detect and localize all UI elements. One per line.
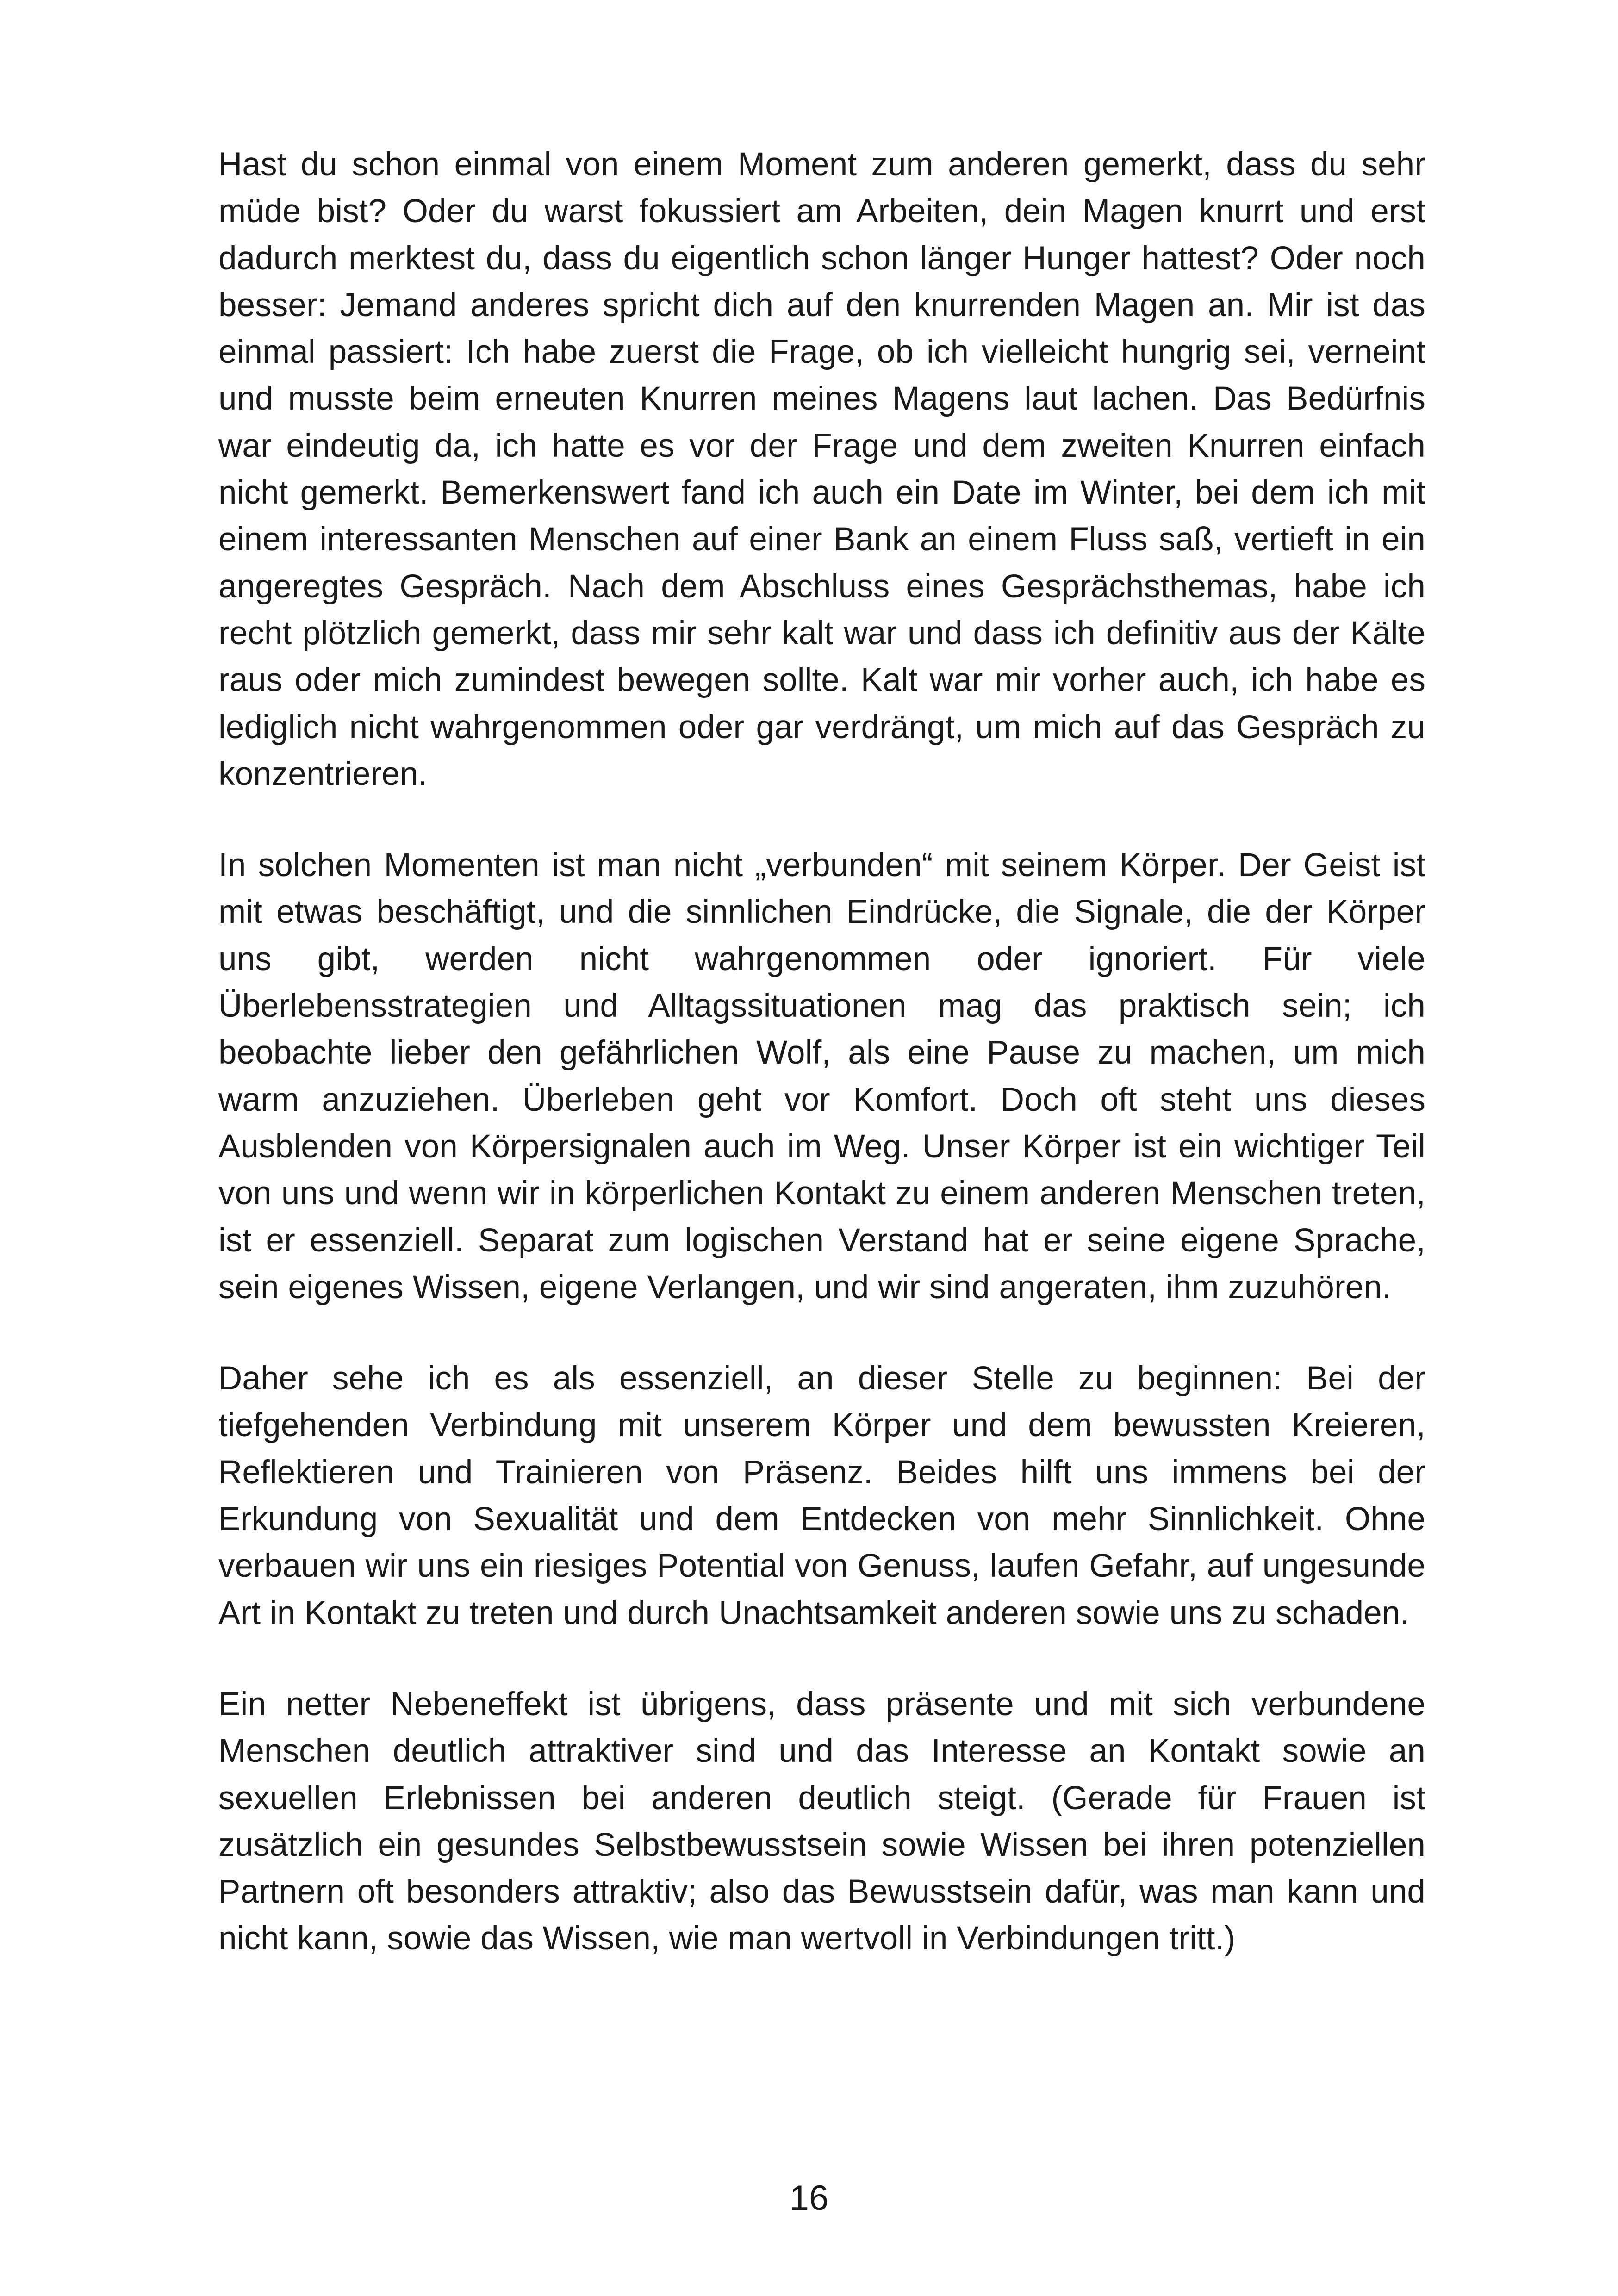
body-text [218, 141, 1425, 2007]
paragraph-1: Hast du schon einmal von einem Moment zum anderen gemerkt, dass du sehr müde bist? Oder du warst fokussiert am Arbeiten, dein Magen knurrt und erst dadurch merktest du, dass du eigentlich schon länger Hunger hattest? Oder noch besser: Jemand anderes spricht dich auf den knurrenden Magen an. Mir ist das einmal passiert: Ich habe zuerst die Frage, ob ich vielleicht hungrig sei, verneint und musste beim erneuten Knurren meines Magens laut lachen. Das Bedürfnis war eindeutig da, ich hatte es vor der Frage und dem zweiten Knurren einfach nicht gemerkt. Bemerkenswert fand ich auch ein Date im Winter, bei dem ich mit einem interessanten Menschen auf einer Bank an einem Fluss saß, vertieft in ein angeregtes Gespräch. Nach dem Abschluss eines Gesprächsthemas, habe ich recht plötzlich gemerkt, dass mir sehr kalt war und dass ich definitiv aus der Kälte raus oder mich zumindest bewegen sollte. Kalt war mir vorher auch, ich habe es lediglich nicht wahrgenommen oder gar verdrängt, um mich auf das Gespräch zu konzentrieren. [218, 146, 1425, 792]
paragraph-4: Ein netter Nebeneffekt ist übrigens, dass präsente und mit sich verbundene Menschen deutlich attraktiver sind und das Interesse an Kontakt sowie an sexuellen Erlebnissen bei anderen deutlich steigt. (Gerade für Frauen ist zusätzlich ein gesundes Selbstbewusstsein sowie Wissen bei ihren potenziellen Partnern oft besonders attraktiv; also das Bewusstsein dafür, was man kann und nicht kann, sowie das Wissen, wie man wertvoll in Verbindungen tritt.) [218, 1686, 1425, 1957]
paragraph-3: Daher sehe ich es als essenziell, an dieser Stelle zu beginnen: Bei der tiefgehenden Verbindung mit unserem Körper und dem bewussten Kreieren, Reflektieren und Trainieren von Präsenz. Beides hilft uns immens bei der Erkundung von Sexualität und dem Entdecken von mehr Sinnlichkeit. Ohne verbauen wir uns ein riesiges Potential von Genuss, laufen Gefahr, auf ungesunde Art in Kontakt zu treten und durch Unachtsamkeit anderen sowie uns zu schaden. [218, 1360, 1425, 1631]
page-number: 16 [789, 2178, 829, 2218]
paragraph-2: In solchen Momenten ist man nicht „verbunden“ mit seinem Körper. Der Geist ist mit etwas beschäftigt, und die sinnlichen Eindrücke, die Signale, die der Körper uns gibt, werden nicht wahrgenommen oder ignoriert. Für viele Überlebensstrategien und Alltagssituationen mag das praktisch sein; ich beobachte lieber den gefährlichen Wolf, als eine Pause zu machen, um mich warm anzuziehen. Überleben geht vor Komfort. Doch oft steht uns dieses Ausblenden von Körpersignalen auch im Weg. Unser Körper ist ein wichtiger Teil von uns und wenn wir in körperlichen Kontakt zu einem anderen Menschen treten, ist er essenziell. Separat zum logischen Verstand hat er seine eigene Sprache, sein eigenes Wissen, eigene Verlangen, und wir sind angeraten, ihm zuzuhören. [218, 847, 1425, 1306]
